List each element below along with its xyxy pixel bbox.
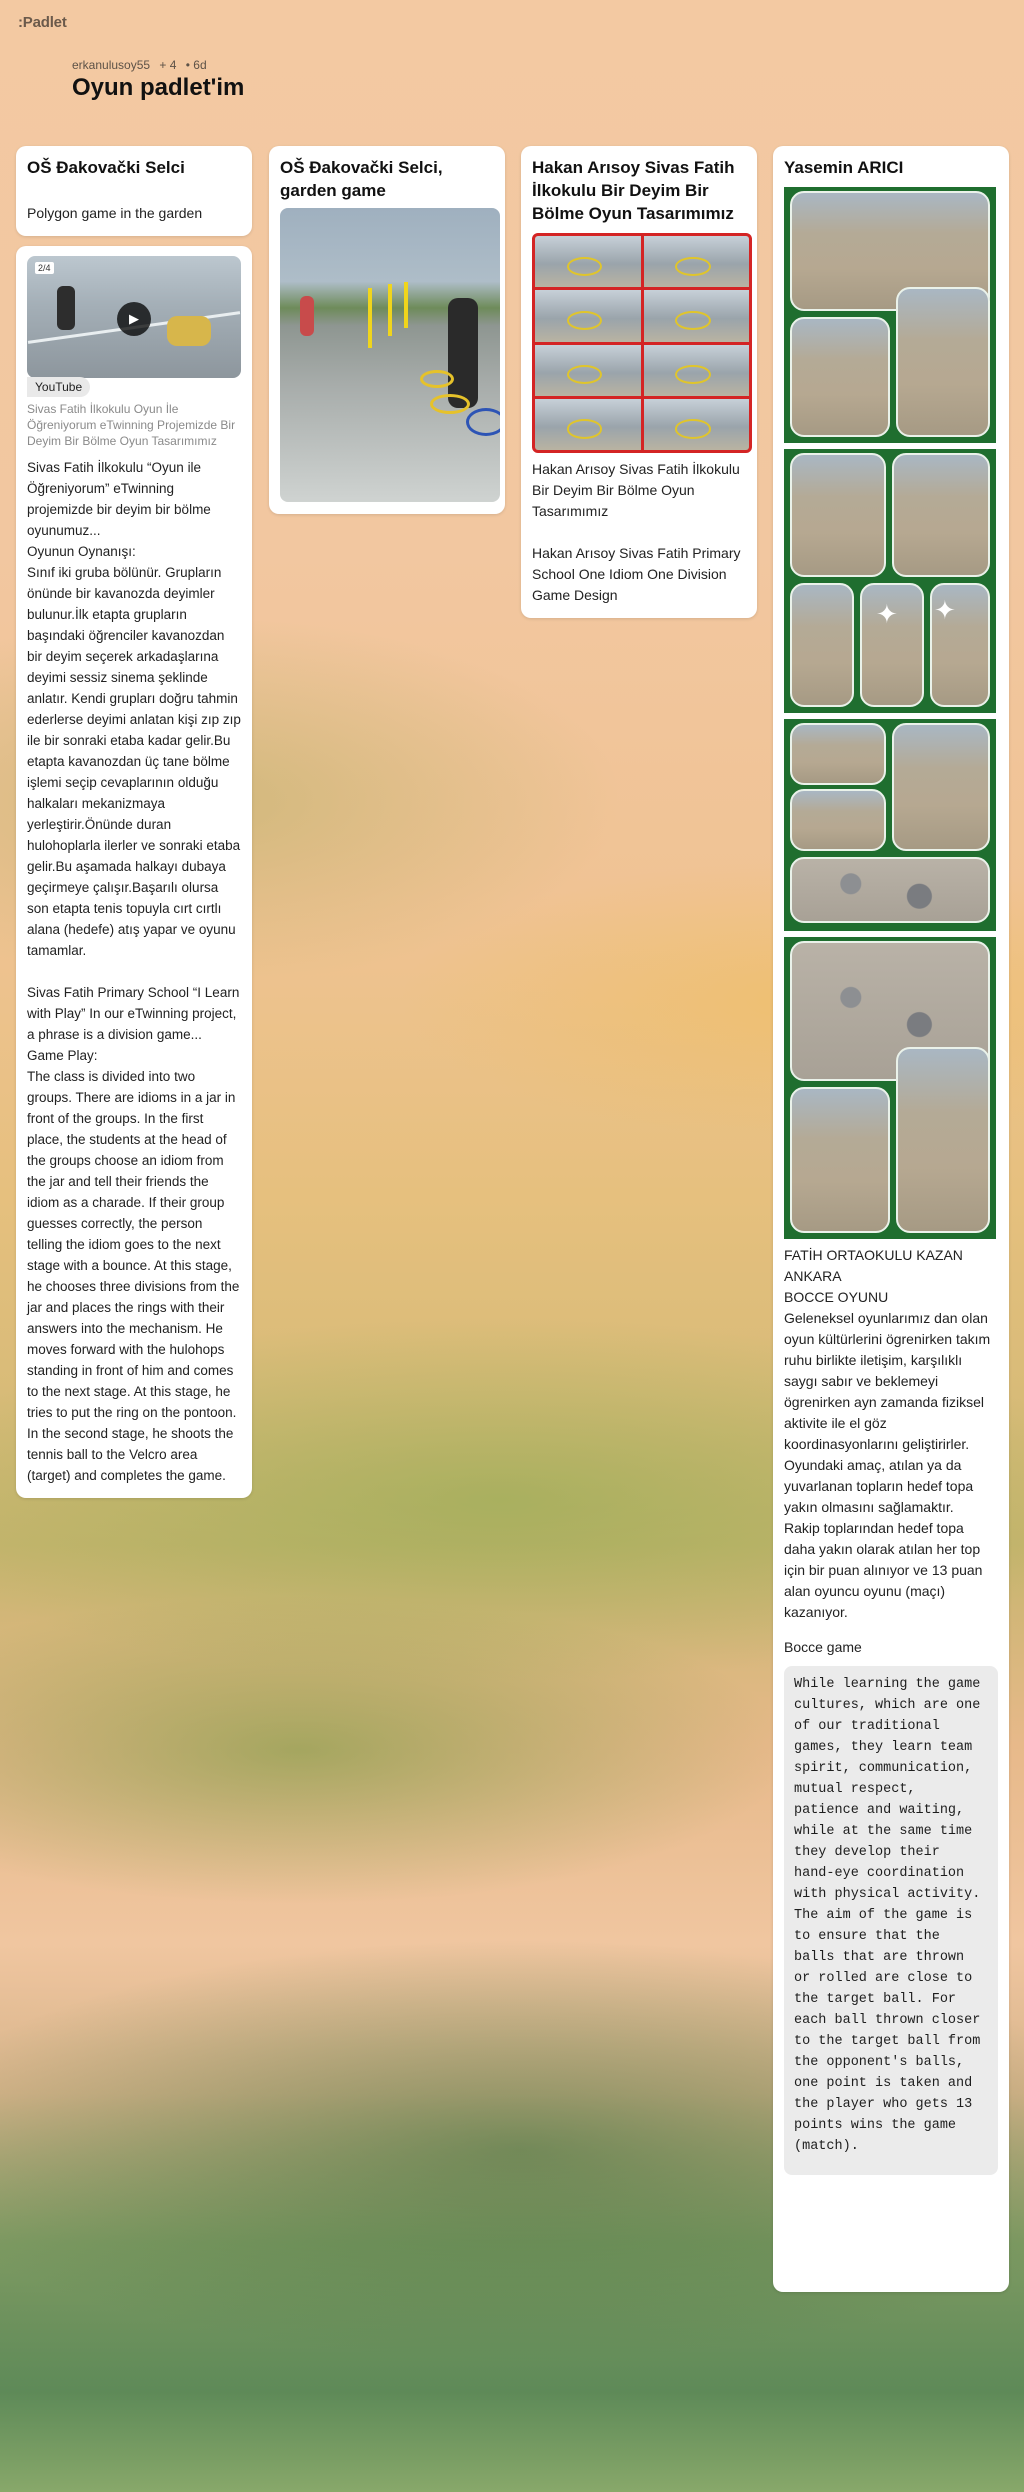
post-title: Hakan Arısoy Sivas Fatih İlkokulu Bir Deyim Bir Bölme Oyun Tasarımımız — [532, 158, 735, 223]
post-card[interactable] — [16, 246, 252, 1498]
code-block: While learning the game cultures, which are one of our traditional games, they learn team spirit, communication, mutual respect, patience and waiting, while at the same time they develop their hand-eye coordination with physical activity. The aim of the game is to ensure that the balls that are thrown or rolled are close to the target ball. For each ball thrown closer to the target ball from the opponent's balls, one point is taken and the player who gets 13 points wins the game (match). — [784, 1666, 998, 2175]
column-3 — [521, 146, 757, 628]
contributors-count: + 4 — [159, 58, 177, 72]
collage-tile — [535, 399, 641, 450]
collage-photo — [790, 857, 990, 923]
sparkle-icon: ✦ — [934, 595, 956, 625]
board-title: Oyun padlet'im — [72, 74, 245, 101]
post-title: OŠ Đakovački Selci, garden game — [280, 158, 443, 200]
post-subheading: Bocce game — [784, 1639, 862, 1655]
post-body: Polygon game in the garden — [27, 205, 203, 221]
collage-photo — [896, 1047, 990, 1233]
video-tag: 2/4 — [35, 262, 54, 274]
game-prop — [167, 316, 211, 346]
collage-tile — [535, 236, 641, 287]
post-title: OŠ Đakovački Selci — [27, 158, 185, 177]
collage-tile — [644, 345, 750, 396]
column-4 — [773, 146, 1009, 2302]
child-figure — [448, 298, 478, 408]
video-caption: Sivas Fatih İlkokulu Oyun İle Öğreniyorum eTwinning Projemizde Bir Deyim Bir Bölme Oyun Tasarımımız — [27, 402, 236, 448]
collage-tile — [644, 399, 750, 450]
hoop — [466, 408, 500, 436]
hoop — [420, 370, 454, 388]
post-card[interactable] — [269, 146, 505, 514]
collage-photo — [790, 789, 886, 851]
post-card[interactable] — [16, 146, 252, 236]
column-1 — [16, 146, 252, 1508]
collage-tile — [644, 236, 750, 287]
column-2 — [269, 146, 505, 524]
post-age: • 6d — [185, 58, 207, 72]
sparkle-icon: ✦ — [876, 599, 898, 629]
padlet-logo[interactable]: :Padlet — [18, 14, 67, 31]
collage-tile — [644, 290, 750, 341]
play-icon[interactable]: ▶ — [117, 302, 151, 336]
post-card[interactable] — [521, 146, 757, 618]
post-body: FATİH ORTAOKULU KAZAN ANKARA BOCCE OYUNU Geleneksel oyunlarımız dan olan oyun kültürlerini ögrenirken takım ruhu birlikte iletişim, karşılıklı saygı sabır ve beklemeyi ögrenirken ayn zamanda fiziksel aktivite ile el göz koordinasyonlarını geliştirirler. Oyundaki amaç, atılan ya da yuvarlanan topların hedef topa yakın olmasını sağlamaktır. Rakip toplarından hedef topa daha yakın olarak atılan her top için bir puan alınıyor ve 13 puan alan oyuncu oyunu (maçı) kazanıyor. — [784, 1247, 991, 1620]
post-image-collage[interactable] — [532, 233, 752, 453]
pole — [388, 284, 392, 336]
video-thumbnail[interactable] — [27, 256, 241, 378]
post-body: Hakan Arısoy Sivas Fatih İlkokulu Bir Deyim Bir Bölme Oyun Tasarımımız Hakan Arısoy Sivas Fatih Primary School One Idiom One Division Game Design — [532, 461, 741, 603]
author-name[interactable]: erkanulusoy55 — [72, 58, 151, 72]
photo-collage[interactable] — [784, 449, 996, 713]
collage-photo — [790, 1087, 890, 1233]
youtube-source-label: YouTube — [27, 377, 90, 397]
collage-photo — [896, 287, 990, 437]
board-meta — [72, 58, 213, 72]
collage-photo — [790, 453, 886, 577]
player-figure — [57, 286, 75, 330]
child-figure — [300, 296, 314, 336]
collage-photo — [790, 723, 886, 785]
pole — [404, 282, 408, 328]
collage-tile — [535, 290, 641, 341]
collage-photo — [790, 583, 854, 707]
collage-photo — [892, 453, 990, 577]
collage-photo — [790, 317, 890, 437]
photo-collage[interactable] — [784, 719, 996, 931]
collage-photo — [892, 723, 990, 851]
pole — [368, 288, 372, 348]
collage-tile — [535, 345, 641, 396]
photo-collage[interactable] — [784, 937, 996, 1239]
post-card[interactable] — [773, 146, 1009, 2292]
hoop — [430, 394, 470, 414]
photo-collage[interactable] — [784, 187, 996, 443]
post-body: Sivas Fatih İlkokulu “Oyun ile Öğreniyorum” eTwinning projemizde bir deyim bir bölme oyunumuz... Oyunun Oynanışı: Sınıf iki gruba bölünür. Grupların önünde bir kavanozda deyimler bulunur.İlk etapta grupların başındaki öğrenciler kavanozdan bir deyim seçerek arkadaşlarına deyimi sessiz sinema şeklinde anlatır. Kendi grupları doğru tahmin ederlerse deyimi anlatan kişi zıp zıp ile bir sonraki etaba kadar gelir.Bu etapta kavanozdan üç tane bölme işlemi seçip cevaplarının olduğu halkaları mekanizmaya yerleştirir.Önünde duran hulohoplarla ilerler ve sonraki etaba gelir.Bu aşamada halkayı dubaya geçirmeye çalışır.Başarılı olursa son etapta tenis topuyla cırt cırtlı alana (hedefe) atış yapar ve oyunu tamamlar. Sivas Fatih Primary School “I Learn with Play” In our eTwinning project, a phrase is a division game... Game Play: The class is divided into two groups. There are idioms in a jar in front of the groups. In the first place, the students at the head of the groups choose an idiom from the jar and tell their friends the idiom as a charade. If their group guesses correctly, the person telling the idiom goes to the next stage with a bounce. At this stage, he chooses three divisions from the jar and places the rings with their answers into the mechanism. He moves forward with the hulohops standing in front of him and comes to the next stage. At this stage, he tries to put the ring on the pontoon. In the second stage, he shoots the tennis ball to the Velcro area (target) and completes the game. — [27, 460, 241, 1483]
post-image[interactable] — [280, 208, 500, 502]
post-title: Yasemin ARICI — [784, 158, 904, 177]
